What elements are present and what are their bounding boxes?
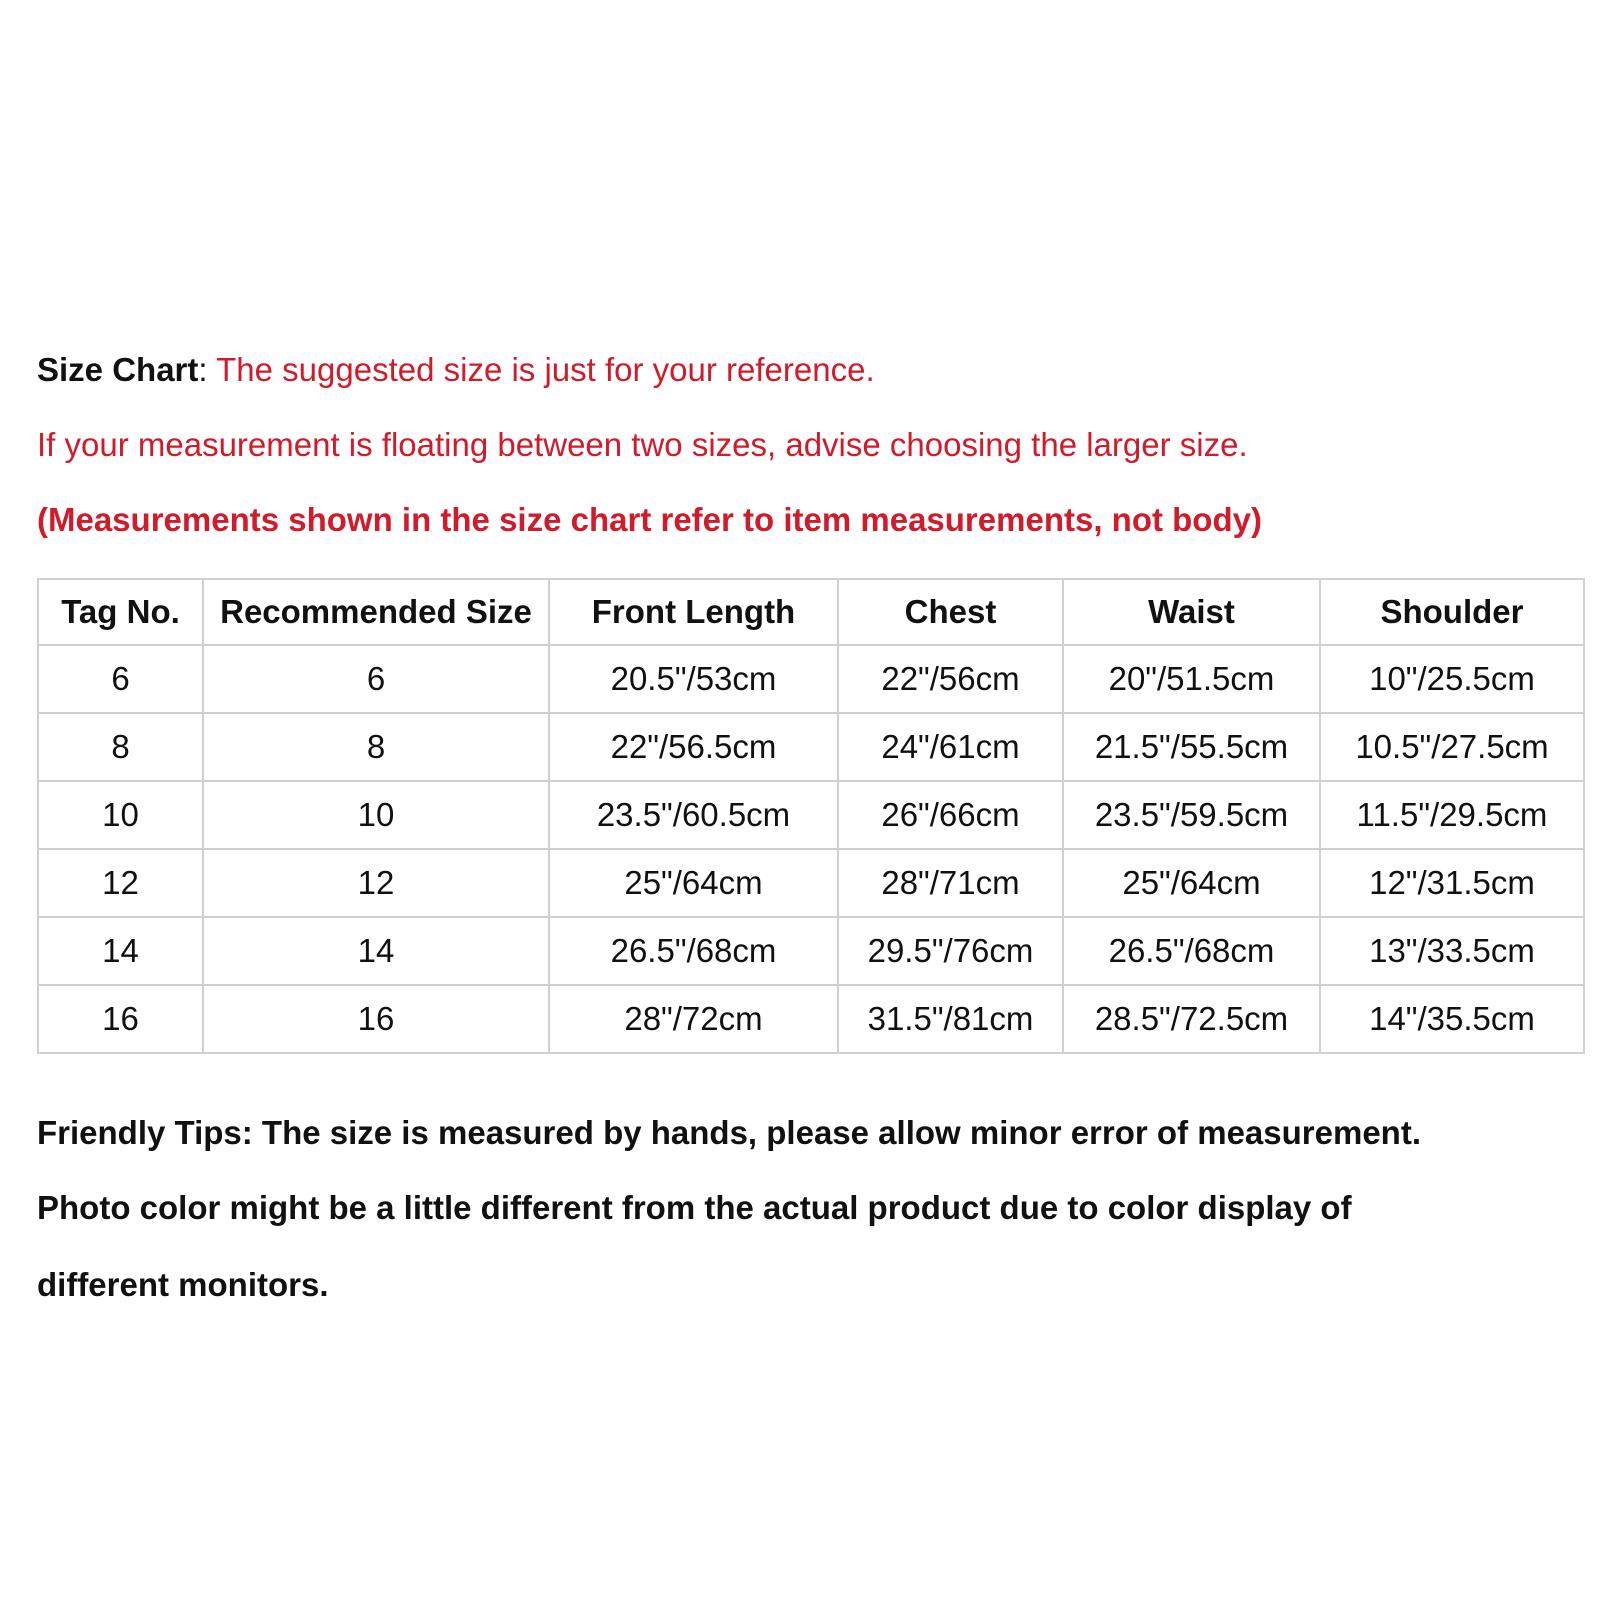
chest-cell: 31.5"/81cm: [838, 985, 1063, 1053]
chest-cell: 26"/66cm: [838, 781, 1063, 849]
tag-no-cell: 6: [38, 645, 203, 713]
table-row: [38, 713, 1584, 781]
shoulder-cell: 11.5"/29.5cm: [1320, 781, 1584, 849]
front-length-cell: 28"/72cm: [549, 985, 838, 1053]
front-length-cell: 25"/64cm: [549, 849, 838, 917]
size-chart-title-line: [37, 350, 875, 390]
front-length-cell: 23.5"/60.5cm: [549, 781, 838, 849]
size-chart-label: Size Chart: [37, 351, 199, 388]
measurement-note: (Measurements shown in the size chart refer to item measurements, not body): [37, 501, 1262, 538]
recommended-size-cell: 16: [203, 985, 549, 1053]
front-length-cell: 22"/56.5cm: [549, 713, 838, 781]
waist-cell: 28.5"/72.5cm: [1063, 985, 1320, 1053]
column-header-shoulder: Shoulder: [1320, 579, 1584, 645]
front-length-cell: 26.5"/68cm: [549, 917, 838, 985]
table-row: [38, 849, 1584, 917]
recommended-size-cell: 8: [203, 713, 549, 781]
recommended-size-cell: 6: [203, 645, 549, 713]
chest-cell: 29.5"/76cm: [838, 917, 1063, 985]
waist-cell: 25"/64cm: [1063, 849, 1320, 917]
shoulder-cell: 14"/35.5cm: [1320, 985, 1584, 1053]
tag-no-cell: 10: [38, 781, 203, 849]
friendly-tips-line: Friendly Tips: The size is measured by hands, please allow minor error of measurement.: [37, 1114, 1421, 1151]
column-header-tag-no: Tag No.: [38, 579, 203, 645]
tag-no-cell: 16: [38, 985, 203, 1053]
waist-cell: 26.5"/68cm: [1063, 917, 1320, 985]
photo-color-note-continued: different monitors.: [37, 1266, 329, 1303]
size-reference-note: The suggested size is just for your reference.: [216, 351, 875, 388]
recommended-size-cell: 12: [203, 849, 549, 917]
column-header-waist: Waist: [1063, 579, 1320, 645]
recommended-size-cell: 14: [203, 917, 549, 985]
chest-cell: 28"/71cm: [838, 849, 1063, 917]
recommended-size-cell: 10: [203, 781, 549, 849]
waist-cell: 23.5"/59.5cm: [1063, 781, 1320, 849]
table-header-row: [38, 579, 1584, 645]
tag-no-cell: 12: [38, 849, 203, 917]
chest-cell: 24"/61cm: [838, 713, 1063, 781]
photo-color-note: Photo color might be a little different from the actual product due to color display of: [37, 1189, 1352, 1226]
size-table: [37, 578, 1585, 1054]
waist-cell: 20"/51.5cm: [1063, 645, 1320, 713]
column-header-recommended-size: Recommended Size: [203, 579, 549, 645]
chest-cell: 22"/56cm: [838, 645, 1063, 713]
table-row: [38, 917, 1584, 985]
sizing-advice: If your measurement is floating between two sizes, advise choosing the larger size.: [37, 426, 1248, 463]
column-header-chest: Chest: [838, 579, 1063, 645]
shoulder-cell: 12"/31.5cm: [1320, 849, 1584, 917]
front-length-cell: 20.5"/53cm: [549, 645, 838, 713]
waist-cell: 21.5"/55.5cm: [1063, 713, 1320, 781]
table-row: [38, 645, 1584, 713]
tag-no-cell: 14: [38, 917, 203, 985]
table-row: [38, 985, 1584, 1053]
shoulder-cell: 13"/33.5cm: [1320, 917, 1584, 985]
table-row: [38, 781, 1584, 849]
shoulder-cell: 10"/25.5cm: [1320, 645, 1584, 713]
column-header-front-length: Front Length: [549, 579, 838, 645]
title-separator: :: [198, 351, 217, 388]
shoulder-cell: 10.5"/27.5cm: [1320, 713, 1584, 781]
tag-no-cell: 8: [38, 713, 203, 781]
